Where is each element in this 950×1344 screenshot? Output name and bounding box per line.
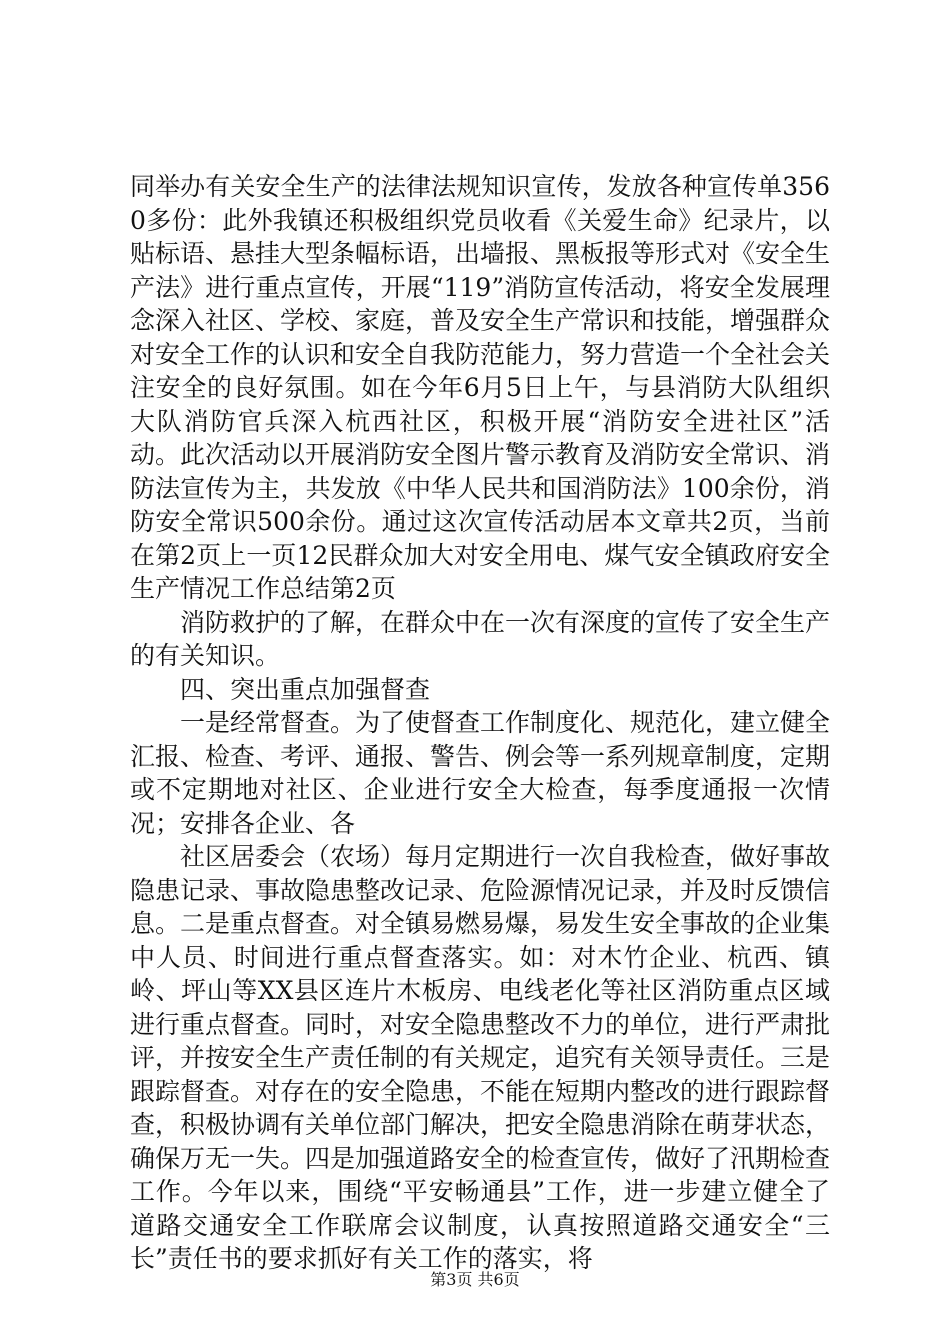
document-body xyxy=(130,170,830,1276)
paragraph-4: 社区居委会（农场）每月定期进行一次自我检查，做好事故隐患记录、事故隐患整改记录、危险源情况记录，并及时反馈信息。二是重点督查。对全镇易燃易爆，易发生安全事故的企业集中人员、时间进行重点督查落实。如：对木竹企业、杭西、镇岭、坪山等XX县区连片木板房、电线老化等社区消防重点区域进行重点督查。同时，对安全隐患整改不力的单位，进行严肃批评，并按安全生产责任制的有关规定，追究有关领导责任。三是跟踪督查。对存在的安全隐患，不能在短期内整改的进行跟踪督查，积极协调有关单位部门解决，把安全隐患消除在萌芽状态，确保万无一失。四是加强道路安全的检查宣传，做好了汛期检查工作。今年以来，围绕“平安畅通县”工作，进一步建立健全了道路交通安全工作联席会议制度，认真按照道路交通安全“三长”责任书的要求抓好有关工作的落实，将 xyxy=(130,842,831,1273)
paragraph-3: 一是经常督查。为了使督查工作制度化、规范化，建立健全汇报、检查、考评、通报、警告、例会等一系列规章制度，定期或不定期地对社区、企业进行安全大检查，每季度通报一次情况；安排各企业、各 xyxy=(130,708,831,838)
section-heading: 四、突出重点加强督查 xyxy=(180,674,431,704)
page-footer: 第3页 共6页 xyxy=(430,1270,520,1289)
paragraph-1: 同举办有关安全生产的法律法规知识宣传，发放各种宣传单3560多份：此外我镇还积极组织党员收看《关爱生命》纪录片，以贴标语、悬挂大型条幅标语，出墙报、黑板报等形式对《安全生产法》进行重点宣传，开展“119”消防宣传活动，将安全发展理念深入社区、学校、家庭，普及安全生产常识和技能，增强群众对安全工作的认识和安全自我防范能力，努力营造一个全社会关注安全的良好氛围。如在今年6月5日上午，与县消防大队组织大队消防官兵深入杭西社区，积极开展“消防安全进社区”活动。此次活动以开展消防安全图片警示教育及消防安全常识、消防法宣传为主，共发放《中华人民共和国消防法》100余份，消防安全常识500余份。通过这次宣传活动居本文章共2页，当前在第2页上一页12民群众加大对安全用电、煤气安全镇政府安全生产情况工作总结第2页 xyxy=(130,172,831,603)
paragraph-2: 消防救护的了解，在群众中在一次有深度的宣传了安全生产的有关知识。 xyxy=(130,607,831,670)
